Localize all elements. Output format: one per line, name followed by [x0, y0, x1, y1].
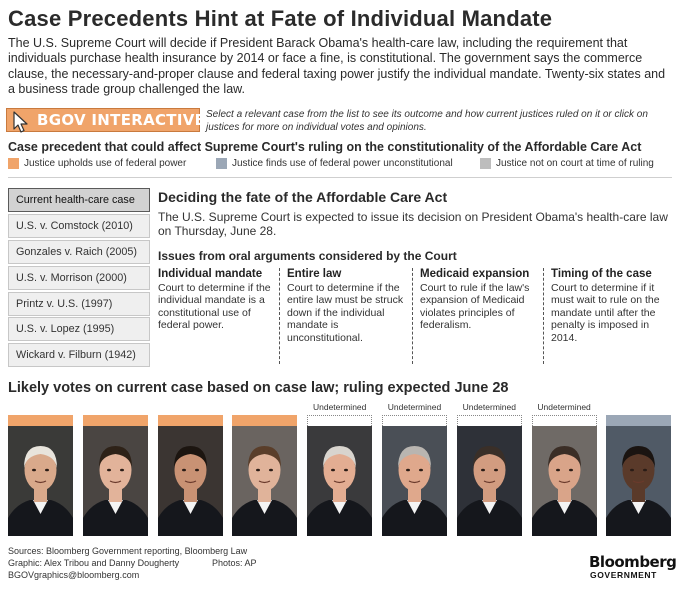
issue-title: Timing of the case [551, 268, 652, 280]
vote-bar [532, 415, 597, 426]
issue-timing [543, 268, 669, 364]
detail-title: Deciding the fate of the Affordable Care Act [158, 189, 448, 205]
case-item-current[interactable]: Current health-care case [8, 188, 150, 212]
bgov-interactive-label: BGOV INTERACTIVE [37, 111, 206, 129]
issue-entire-law [279, 268, 409, 364]
portrait-illustration [606, 426, 671, 536]
divider [8, 177, 672, 178]
vote-label: Undetermined [537, 402, 591, 412]
justice-4[interactable] [232, 402, 297, 536]
justice-6[interactable] [382, 402, 447, 536]
bloomberg-government-logo [589, 553, 677, 583]
issue-text: Court to determine if it must wait to rule on the mandate until after the penalty is imposed in 2014. [551, 282, 660, 344]
legend-label-unconstitutional: Justice finds use of federal power unconstitutional [232, 158, 453, 169]
vote-legend [8, 157, 672, 171]
case-item-wickard[interactable]: Wickard v. Filburn (1942) [8, 343, 150, 367]
portrait-illustration [307, 426, 372, 536]
bgov-interactive-badge [6, 108, 206, 132]
vote-bar [8, 415, 73, 426]
vote-label: Undetermined [387, 402, 442, 412]
vote-label: Undetermined [462, 402, 516, 412]
graphic-credit: Graphic: Alex Tribou and Danny Dougherty [8, 558, 180, 568]
justice-row [8, 402, 672, 536]
photo-credit: Photos: AP [212, 558, 257, 568]
justice-portrait [532, 426, 597, 536]
vote-bar [457, 415, 522, 426]
issue-title: Individual mandate [158, 268, 263, 280]
vote-bar [232, 415, 297, 426]
issue-title: Medicaid expansion [420, 268, 530, 280]
case-item-lopez[interactable]: U.S. v. Lopez (1995) [8, 317, 150, 341]
detail-text: The U.S. Supreme Court is expected to issue its decision on President Obama's health-care law on Thursday, June 28. [158, 210, 668, 239]
issue-text: Court to determine if the entire law must be struck down if the individual mandate is unconstitutional. [287, 282, 404, 344]
contact-email: BGOVgraphics@bloomberg.com [8, 570, 140, 580]
legend-swatch-unconstitutional [216, 158, 227, 169]
logo-wordmark: Bloomberg [589, 553, 677, 571]
sources-line: Sources: Bloomberg Government reporting, Bloomberg Law [8, 546, 248, 556]
intro-paragraph: The U.S. Supreme Court will decide if President Barack Obama's health-care law, including the requirement that individuals purchase health insurance by 2014 or face a fine, is constitutional. The government says the commerce clause, the necessary-and-proper clause and federal taxing power justify the individual mandate. Twenty-six states and a business trade group challenged the law. [8, 36, 666, 97]
justice-2[interactable] [83, 402, 148, 536]
justice-portrait [83, 426, 148, 536]
cursor-icon [9, 110, 31, 134]
page-title: Case Precedents Hint at Fate of Individual Mandate [8, 6, 553, 31]
issues-heading: Issues from oral arguments considered by the Court [158, 249, 457, 263]
portrait-illustration [532, 426, 597, 536]
justice-portrait [606, 426, 671, 536]
case-item-comstock[interactable]: U.S. v. Comstock (2010) [8, 214, 150, 238]
case-item-printz[interactable]: Printz v. U.S. (1997) [8, 292, 150, 316]
votes-heading: Likely votes on current case based on case law; ruling expected June 28 [8, 380, 509, 396]
justice-portrait [382, 426, 447, 536]
justice-portrait [232, 426, 297, 536]
issue-title: Entire law [287, 268, 342, 280]
justice-portrait [158, 426, 223, 536]
vote-bar [83, 415, 148, 426]
vote-bar [382, 415, 447, 426]
case-item-morrison[interactable]: U.S. v. Morrison (2000) [8, 266, 150, 290]
legend-swatch-not-on-court [480, 158, 491, 169]
justice-8[interactable] [532, 402, 597, 536]
issue-individual-mandate [158, 268, 280, 364]
portrait-illustration [457, 426, 522, 536]
portrait-illustration [232, 426, 297, 536]
portrait-illustration [8, 426, 73, 536]
case-item-raich[interactable]: Gonzales v. Raich (2005) [8, 240, 150, 264]
justice-5[interactable] [307, 402, 372, 536]
vote-bar [158, 415, 223, 426]
portrait-illustration [382, 426, 447, 536]
portrait-illustration [83, 426, 148, 536]
issue-text: Court to rule if the law's expansion of Medicaid violates principles of federalism. [420, 282, 530, 332]
vote-label: Undetermined [312, 402, 367, 412]
justice-3[interactable] [158, 402, 223, 536]
justice-portrait [457, 426, 522, 536]
legend-label-not-on-court: Justice not on court at time of ruling [496, 158, 654, 169]
justice-portrait [8, 426, 73, 536]
justice-7[interactable] [457, 402, 522, 536]
case-list [8, 188, 150, 369]
vote-bar [307, 415, 372, 426]
issue-text: Court to determine if the individual mandate is a constitutional use of federal power. [158, 282, 271, 332]
justice-portrait [307, 426, 372, 536]
justice-1[interactable] [8, 402, 73, 536]
issue-medicaid-expansion [412, 268, 540, 364]
legend-swatch-upholds [8, 158, 19, 169]
portrait-illustration [158, 426, 223, 536]
logo-subtitle: GOVERNMENT [590, 570, 657, 580]
legend-label-upholds: Justice upholds use of federal power [24, 158, 187, 169]
precedent-heading: Case precedent that could affect Supreme Court's ruling on the constitutionality of the Affordable Care Act [8, 140, 642, 154]
vote-bar [606, 415, 671, 426]
justice-9[interactable] [606, 402, 671, 536]
interactive-instructions: Select a relevant case from the list to see its outcome and how current justices ruled on it or click on justices for more on individual votes and opinions. [206, 109, 648, 133]
